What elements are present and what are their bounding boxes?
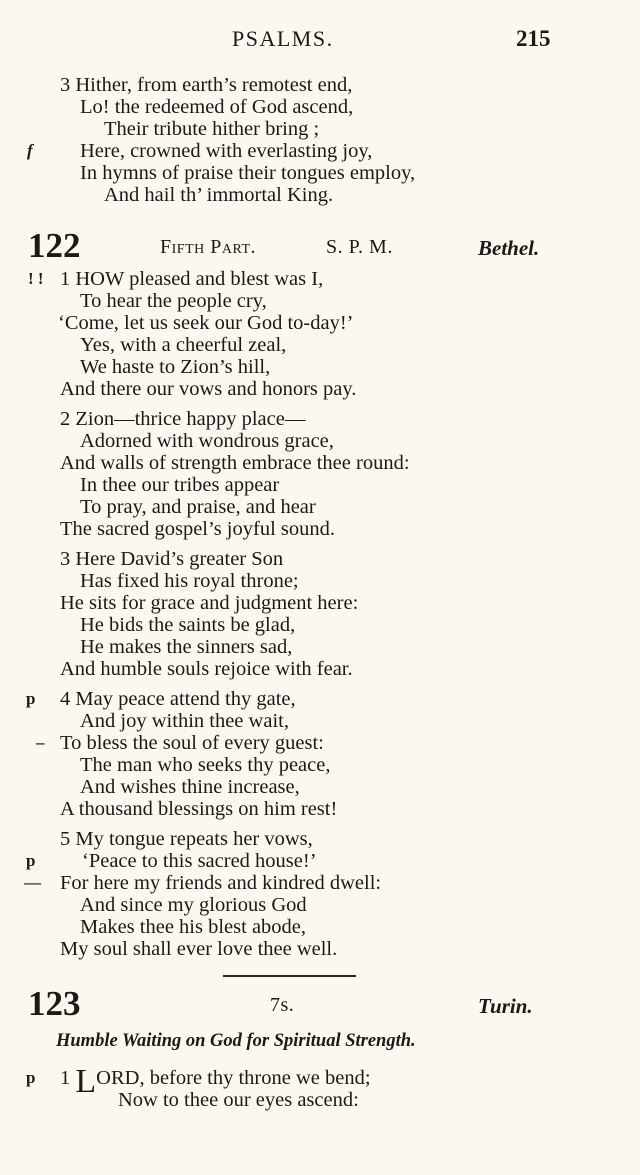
verse-line: 4 May peace attend thy gate, (60, 688, 296, 710)
verse-line: A thousand blessings on him rest! (60, 798, 338, 820)
verse-line: He bids the saints be glad, (80, 614, 296, 636)
verse-line: And humble souls rejoice with fear. (60, 658, 353, 680)
dynamic-mark: – (36, 733, 45, 752)
section-divider (223, 975, 356, 977)
verse-line: 3 Here David’s greater Son (60, 548, 284, 570)
verse-line: ‘Come, let us seek our God to-day!’ (58, 312, 354, 334)
verse-line: To hear the people cry, (80, 290, 267, 312)
verse-line: Adorned with wondrous grace, (80, 430, 334, 452)
verse-line: Here, crowned with everlasting joy, (80, 140, 373, 162)
verse-line: To pray, and praise, and hear (80, 496, 316, 518)
verse-line: Now to thee our eyes ascend: (118, 1089, 359, 1111)
verse-line: In hymns of praise their tongues employ, (80, 162, 416, 184)
verse-line: And walls of strength embrace thee round: (60, 452, 410, 474)
verse-line: Their tribute hither bring ; (104, 118, 320, 140)
verse-line: Has fixed his royal throne; (80, 570, 299, 592)
verse-line: My soul shall ever love thee well. (60, 938, 338, 960)
verse-line: He makes the sinners sad, (80, 636, 293, 658)
hymn-subtitle: Humble Waiting on God for Spiritual Strength. (56, 1031, 416, 1051)
dynamic-mark: ! ! (28, 269, 44, 288)
verse-line: 5 My tongue repeats her vows, (60, 828, 313, 850)
hymn-meter: 7s. (270, 994, 295, 1016)
running-head (0, 26, 640, 56)
verse-line: And wishes thine increase, (80, 776, 300, 798)
dynamic-mark: — (24, 873, 41, 892)
hymn-number: 122 (28, 226, 81, 265)
verse-line: Makes thee his blest abode, (80, 916, 307, 938)
verse-line: And there our vows and honors pay. (60, 378, 357, 400)
hymn-tune: Bethel. (478, 236, 540, 260)
verse-line: 3 Hither, from earth’s remotest end, (60, 74, 353, 96)
verse-text: ORD, before thy throne we bend; (96, 1067, 371, 1089)
drop-cap: L (75, 1063, 97, 1100)
verse-line: To bless the soul of every guest: (60, 732, 324, 754)
verse-line: And joy within thee wait, (80, 710, 289, 732)
hymn-number: 123 (28, 984, 81, 1023)
page-number: 215 (516, 26, 551, 51)
verse-line: ‘Peace to this sacred house!’ (82, 850, 317, 872)
verse-line: He sits for grace and judgment here: (60, 592, 359, 614)
hymn-meter: S. P. M. (326, 236, 393, 258)
verse-line: Lo! the redeemed of God ascend, (80, 96, 354, 118)
verse-line: In thee our tribes appear (80, 474, 280, 496)
verse-line: 1 HOW pleased and blest was I, (60, 268, 324, 290)
verse-line: The sacred gospel’s joyful sound. (60, 518, 335, 540)
dynamic-mark: p (26, 689, 36, 708)
verse-line: The man who seeks thy peace, (80, 754, 331, 776)
hymn-tune: Turin. (478, 994, 533, 1018)
verse-number: 1 (60, 1067, 71, 1089)
verse-line: We haste to Zion’s hill, (80, 356, 271, 378)
dynamic-mark: p (26, 851, 36, 870)
verse-line: And hail th’ immortal King. (104, 184, 334, 206)
running-title: PSALMS. (232, 26, 334, 51)
dynamic-mark: p (26, 1068, 36, 1087)
verse-line: 2 Zion—thrice happy place— (60, 408, 306, 430)
hymn-122-heading (0, 226, 640, 270)
verse-line: For here my friends and kindred dwell: (60, 872, 382, 894)
hymn-part (160, 236, 256, 259)
verse-line: Yes, with a cheerful zeal, (80, 334, 287, 356)
hymn-123-heading (0, 984, 640, 1028)
hymn-part-label: Fifth Part. (160, 236, 257, 258)
verse-line: And since my glorious God (80, 894, 307, 916)
dynamic-mark: f (27, 141, 33, 160)
